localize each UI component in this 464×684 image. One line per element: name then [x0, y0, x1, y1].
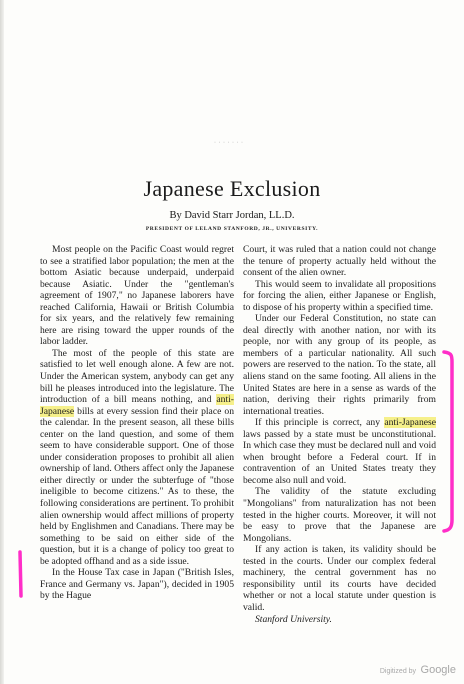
watermark-logo: Google: [420, 664, 456, 676]
right-column: [243, 244, 436, 625]
margin-bracket-mark: [444, 352, 452, 531]
paragraph: If any action is taken, its validity should be tested in the courts. Under our complex federal machinery, the central government has no responsibility until its courts have decided whether or not a local statute under question is valid.: [243, 544, 436, 613]
paragraph-text: The most of the people of this state are satisfied to let well enough alone. A few are not. Under the American system, anybody can get any bill he pleases introduced into the legislature. The introduction of a bill means nothing, and: [40, 347, 234, 406]
scan-edge: [0, 0, 4, 684]
paragraph: Under our Federal Constitution, no state can deal directly with another nation, nor with its people, nor with any group of its people, as members of a particular nationality. All such powers are reserved to the nation. To the state, all aliens stand on the same footing. All aliens in the United States are here in a sense as wards of the nation, deriving their rights primarily from international treaties.: [243, 313, 436, 417]
left-column: [40, 244, 234, 602]
paragraph: [40, 348, 234, 567]
highlighted-term: anti-Japanese: [384, 417, 436, 429]
paragraph-text: laws passed by a state must be unconstitutional. In which case they must be declared null and void when brought before a Federal court. If in contravention of an United States treaty they become also null and void.: [243, 428, 436, 486]
margin-line-mark: [20, 552, 21, 596]
byline: By David Starr Jordan, LL.D.: [169, 210, 295, 221]
paragraph: The validity of the statute excluding "Mongolians" from naturalization has not been tested in the higher courts. Moreover, it will not be easy to prove that the Japanese are Mongolians.: [243, 486, 436, 544]
paragraph: [243, 417, 436, 486]
paragraph: In the House Tax case in Japan ("British Isles, France and Germany vs. Japan"), decided in 1905 by the Hague: [40, 567, 234, 602]
highlighted-term: anti-Japanese: [40, 394, 234, 417]
watermark: [380, 660, 456, 678]
header-fragment: · · · · · · ·: [214, 140, 244, 146]
paragraph: Court, it was ruled that a nation could not change the tenure of property actually held without the consent of the alien owner.: [243, 244, 436, 279]
author-affiliation: PRESIDENT OF LELAND STANFORD, JR., UNIVERSITY.: [145, 226, 319, 232]
signature: Stanford University.: [255, 613, 332, 625]
watermark-prefix: Digitized by: [379, 668, 417, 675]
paragraph-text: If this principle is correct, any: [255, 417, 385, 429]
article-title: Japanese Exclusion: [143, 176, 321, 201]
paragraph: Most people on the Pacific Coast would regret to see a stratified labor population; the men at the bottom Asiatic because underpaid, underpaid because Asiatic. Under the "gentleman's agreement of 1907," no Japanese laborers have reached California, Hawaii or British Columbia for six years, and the relatively few remaining here are rising toward the upper rounds of the labor ladder.: [40, 244, 234, 348]
paragraph-text: bills at every session find their place on the calendar. In the present season, all these bills center on the land question, and some of them seem to have considerable support. One of those under consideration proposes to prohibit all alien ownership of land. Others affect only the Japanese either directly or under the subterfuge of "those ineligible to become citizens." As to these, the following considerations are pertinent. To prohibit alien ownership would affect millions of property held by Englishmen and Canadians. There may be something to be said on either side of the question, but it is a change of policy too great to be adopted offhand and as a side issue.: [40, 405, 234, 567]
paragraph: This would seem to invalidate all propositions for forcing the alien, either Japanese or English, to dispose of his property within a specified time.: [243, 278, 436, 313]
